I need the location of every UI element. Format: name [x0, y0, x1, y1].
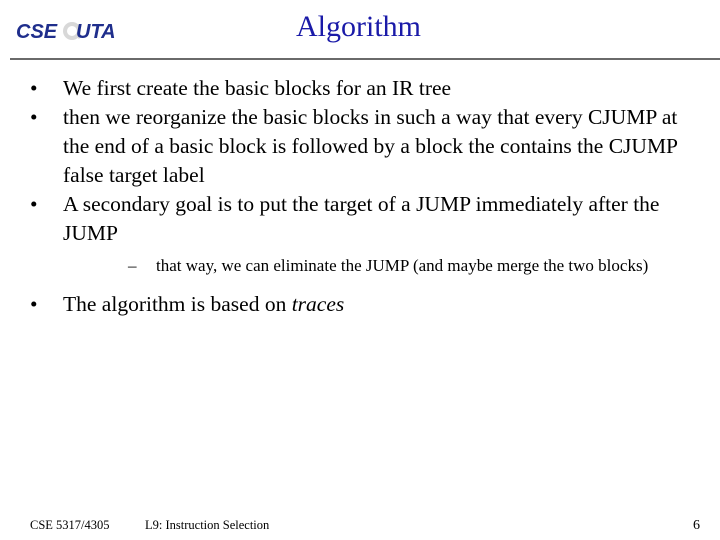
bullet-dot-icon: •: [30, 76, 38, 100]
footer-course: CSE 5317/4305: [30, 518, 110, 532]
bullet-text: then we reorganize the basic blocks in such a way that every CJUMP at the end of a basic block is followed by a block the contains the CJUMP false target label: [63, 105, 678, 187]
bullet-text-emphasis: traces: [291, 292, 345, 316]
footer-page-number: 6: [693, 518, 700, 533]
svg-text:CSE: CSE: [16, 21, 58, 43]
bullet-text: A secondary goal is to put the target of a JUMP immediately after the JUMP: [63, 192, 660, 245]
sub-bullet-text: that way, we can eliminate the JUMP (and maybe merge the two blocks): [156, 256, 649, 275]
sub-bullet-item: [63, 255, 706, 277]
footer-lecture: L9: Instruction Selection: [145, 518, 270, 532]
bullet-item: [0, 103, 720, 190]
cse-uta-logo: [16, 16, 116, 46]
bullet-text-prefix: The algorithm is based on: [63, 292, 292, 316]
bullet-dot-icon: •: [30, 192, 38, 216]
bullet-text: We first create the basic blocks for an IR tree: [63, 76, 452, 100]
bullet-item: [0, 190, 720, 277]
sub-bullet-dash-icon: –: [128, 256, 137, 275]
slide-title: Algorithm: [296, 10, 421, 43]
bullet-dot-icon: •: [30, 292, 38, 316]
svg-text:UTA: UTA: [76, 21, 116, 43]
bullet-item: [0, 74, 720, 103]
bullet-item: [0, 290, 720, 319]
bullet-dot-icon: •: [30, 105, 38, 129]
title-divider: [10, 58, 720, 60]
bullet-list: [0, 74, 720, 319]
